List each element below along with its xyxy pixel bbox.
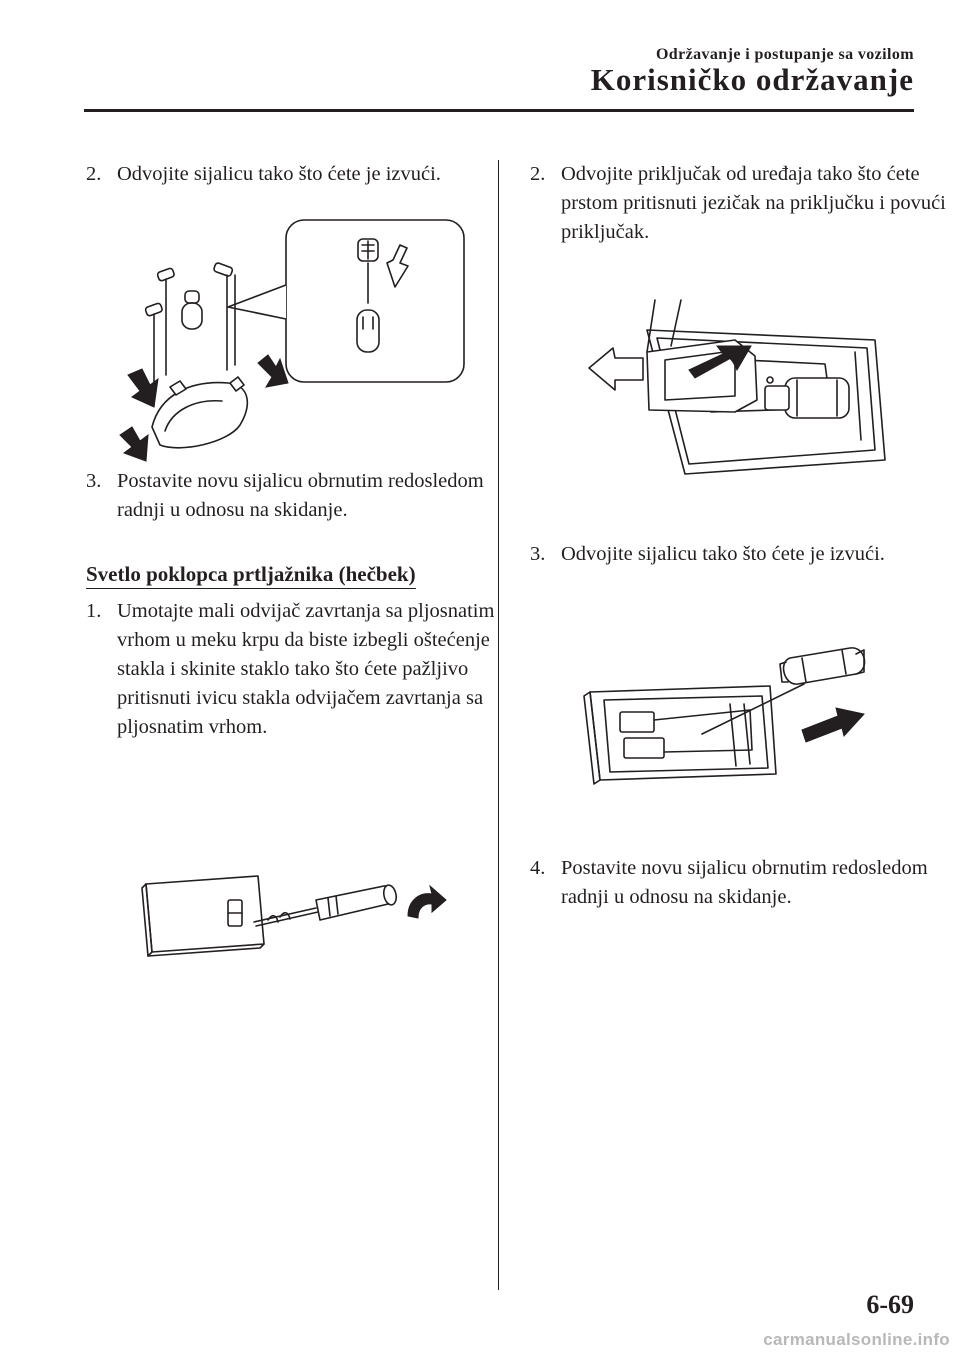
step-number: 2. xyxy=(530,163,546,185)
connector-removal-illustration xyxy=(585,300,895,480)
section-heading: Svetlo poklopca prtljažnika (hečbek) xyxy=(86,562,416,589)
step-text: Odvojite sijalicu tako što ćete je izvući. xyxy=(561,543,885,565)
bulb-removal-illustration xyxy=(110,215,470,460)
step-number: 3. xyxy=(530,543,546,565)
arrow-left-down-icon xyxy=(120,369,158,461)
chapter-title: Održavanje i postupanje sa vozilom xyxy=(655,46,914,63)
header-rule xyxy=(84,109,914,112)
step-text: Odvojite priključak od uređaja tako što ćete prstom pritisnuti jezičak na priključku i povući priključak. xyxy=(561,163,946,243)
watermark: carmanualsonline.info xyxy=(763,1330,950,1349)
callout-box xyxy=(286,220,464,382)
arrow-curved-icon xyxy=(408,886,446,918)
page-number: 6-69 xyxy=(866,1290,914,1319)
right-step-2 xyxy=(530,160,956,247)
lamp-lens xyxy=(152,377,247,448)
lamp-housing xyxy=(142,876,264,956)
right-step-4 xyxy=(530,854,956,912)
step-text: Postavite novu sijalicu obrnutim redosledom radnji u odnosu na skidanje. xyxy=(561,857,928,908)
step-text: Odvojite sijalicu tako što ćete je izvući. xyxy=(117,163,441,185)
screwdriver-icon xyxy=(254,884,398,926)
left-step-1 xyxy=(86,597,512,742)
step-number: 3. xyxy=(86,470,102,492)
section-title-header: Korisničko održavanje xyxy=(590,62,914,97)
step-number: 4. xyxy=(530,857,546,879)
festoon-bulb-illustration xyxy=(580,640,900,790)
festoon-bulb xyxy=(780,648,865,684)
arrow-right-down-icon xyxy=(258,355,288,387)
connector-plug xyxy=(647,300,773,412)
left-step-2 xyxy=(86,160,517,189)
pull-arrow-left-icon xyxy=(589,348,643,390)
screwdriver-illustration xyxy=(140,870,450,960)
step-number: 1. xyxy=(86,600,102,622)
step-number: 2. xyxy=(86,163,102,185)
socket-housing xyxy=(584,686,776,784)
small-bulb xyxy=(182,291,202,329)
callout-pointer xyxy=(228,285,286,319)
left-step-3 xyxy=(86,467,517,525)
right-step-3 xyxy=(530,540,956,569)
section-heading-wrap xyxy=(86,561,416,588)
step-text: Umotajte mali odvijač zavrtanja sa pljosnatim vrhom u meku krpu da biste izbegli oštećenje stakla i skinite staklo tako što ćete pažljivo pritisnuti ivicu stakla odvijačem zavrtanja sa pljosnatim vrhom. xyxy=(117,600,495,738)
step-text: Postavite novu sijalicu obrnutim redosledom radnji u odnosu na skidanje. xyxy=(117,470,484,521)
insert-arrow-icon xyxy=(802,708,864,742)
